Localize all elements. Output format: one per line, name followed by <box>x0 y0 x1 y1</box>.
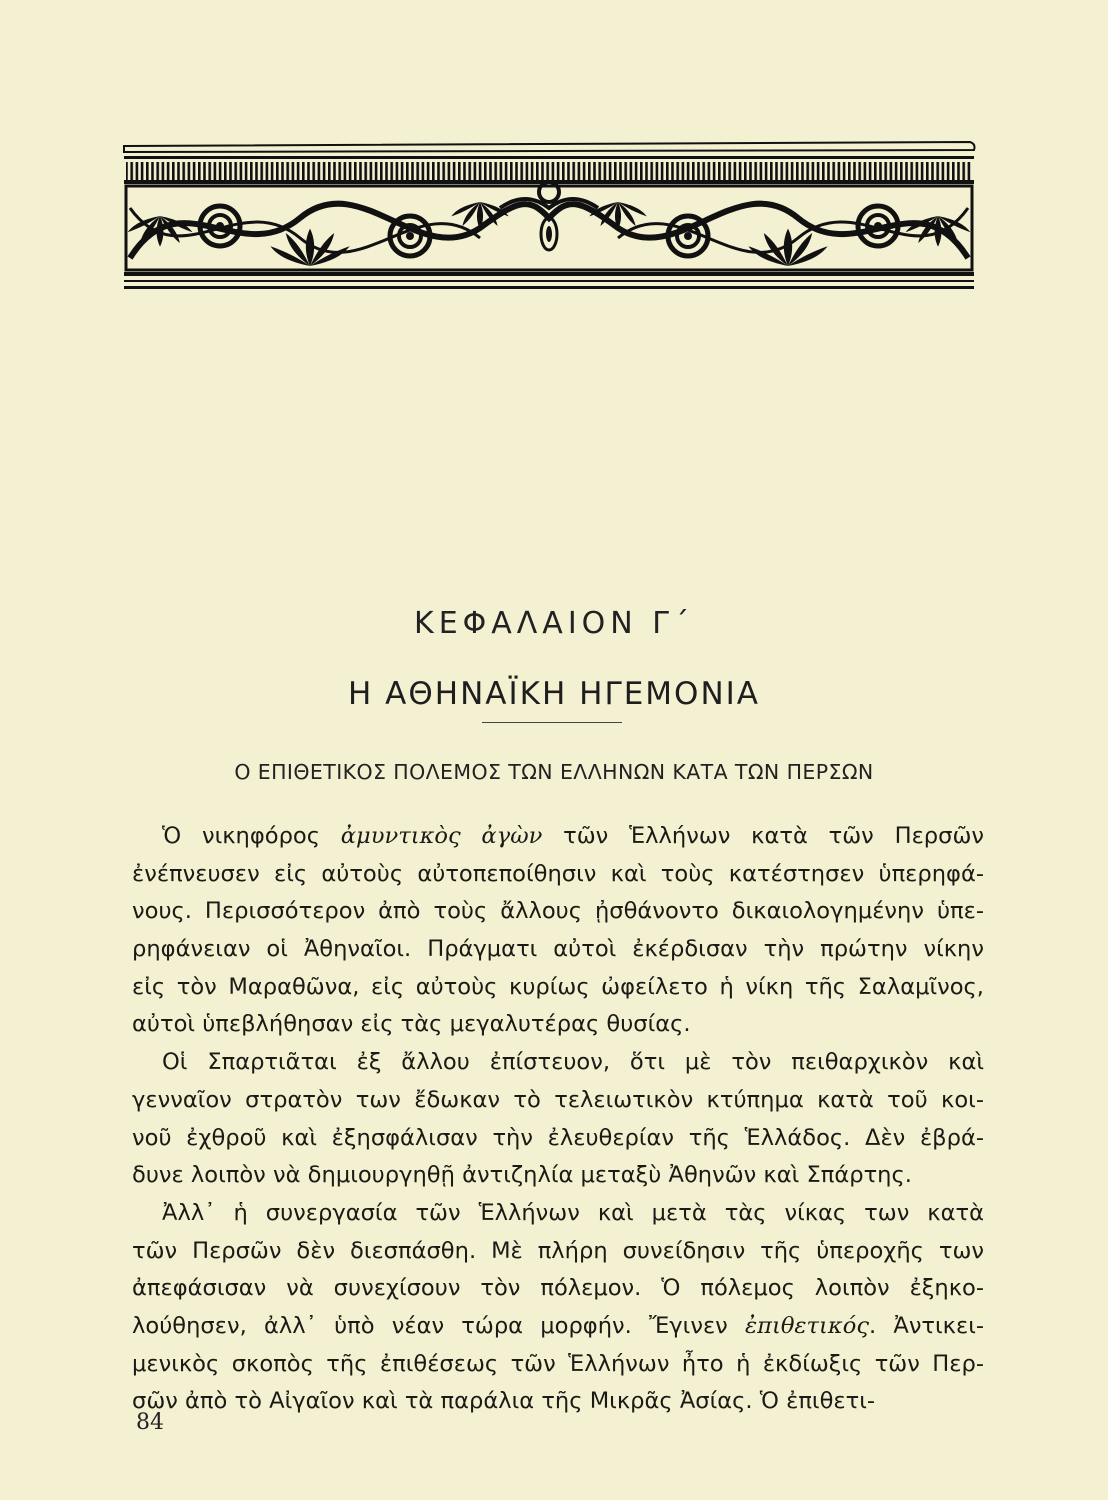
paragraph <box>132 1195 984 1421</box>
emphasis: ἀμυντικὸς ἀγὼν <box>340 823 543 849</box>
palmette-frieze-ornament <box>120 138 978 296</box>
paragraph <box>132 1044 984 1195</box>
page-number: 84 <box>136 1410 164 1435</box>
text-line: μενικὸς σκοπὸς τῆς ἐπιθέσεως τῶν Ἑλλήνων ἦτο ἡ ἐκδίωξις τῶν Περ- <box>132 1350 984 1377</box>
text-line: νους. Περισσότερον ἀπὸ τοὺς ἄλλους ᾐσθάνοντο δικαιολογημένην ὑπε- <box>132 898 984 925</box>
text-line: ἀπεφάσισαν νὰ συνεχίσουν τὸν πόλεμον. Ὁ πόλεμος λοιπὸν ἐξηκο- <box>132 1275 984 1302</box>
text-line: ἐνέπνευσεν εἰς αὐτοὺς αὐτοπεποίθησιν καὶ τοὺς κατέστησεν ὑπερηφά- <box>132 860 984 887</box>
text-line: ρηφάνειαν οἱ Ἀθηναῖοι. Πράγματι αὐτοὶ ἐκέρδισαν τὴν πρώτην νίκην <box>132 936 984 963</box>
paragraph <box>132 818 984 1044</box>
text-line: εἰς τὸν Μαραθῶνα, εἰς αὐτοὺς κυρίως ὠφείλετο ἡ νίκη τῆς Σαλαμῖνος, <box>132 973 984 1000</box>
text-line: σῶν ἀπὸ τὸ Αἰγαῖον καὶ τὰ παράλια τῆς Μικρᾶς Ἀσίας. Ὁ ἐπιθετι- <box>132 1388 876 1415</box>
text-line: Ὁ νικηφόρος ἀμυντικὸς ἀγὼν τῶν Ἑλλήνων κατὰ τῶν Περσῶν <box>162 823 984 849</box>
text-line: νοῦ ἐχθροῦ καὶ ἐξησφάλισαν τὴν ἐλευθερίαν τῆς Ἑλλάδος. Δὲν ἐβρά- <box>132 1124 984 1151</box>
body-text <box>132 818 984 1421</box>
text-line: γενναῖον στρατὸν των ἔδωκαν τὸ τελειωτικὸν κτύπημα κατὰ τοῦ κοι- <box>132 1086 984 1113</box>
title-divider <box>482 722 622 723</box>
text-line: αὐτοὶ ὑπεβλήθησαν εἰς τὰς μεγαλυτέρας θυσίας. <box>132 1011 691 1038</box>
chapter-heading: ΚΕΦΑΛΑΙΟΝ Γ΄ <box>414 606 694 641</box>
text-line: Οἱ Σπαρτιᾶται ἐξ ἄλλου ἐπίστευον, ὅτι μὲ τὸν πειθαρχικὸν καὶ <box>162 1049 984 1076</box>
chapter-title: Η ΑΘΗΝΑΪΚΗ ΗΓΕΜΟΝΙΑ <box>348 676 760 712</box>
text-line: λούθησεν, ἀλλ᾽ ὑπὸ νέαν τώρα μορφήν. Ἔγινεν ἐπιθετικός. Ἀντικει- <box>132 1312 984 1339</box>
text-line: δυνε λοιπὸν νὰ δημιουργηθῇ ἀντιζηλία μεταξὺ Ἀθηνῶν καὶ Σπάρτης. <box>132 1162 912 1189</box>
text-line: Ἀλλ᾽ ἡ συνεργασία τῶν Ἑλλήνων καὶ μετὰ τὰς νίκας των κατὰ <box>162 1199 984 1226</box>
emphasis: ἐπιθετικός <box>744 1312 869 1339</box>
text-line: τῶν Περσῶν δὲν διεσπάσθη. Μὲ πλήρη συνείδησιν τῆς ὑπεροχῆς των <box>132 1237 984 1264</box>
section-subtitle: Ο ΕΠΙΘΕΤΙΚΟΣ ΠΟΛΕΜΟΣ ΤΩΝ ΕΛΛΗΝΩΝ ΚΑΤΑ ΤΩΝ ΠΕΡΣΩΝ <box>234 760 874 784</box>
